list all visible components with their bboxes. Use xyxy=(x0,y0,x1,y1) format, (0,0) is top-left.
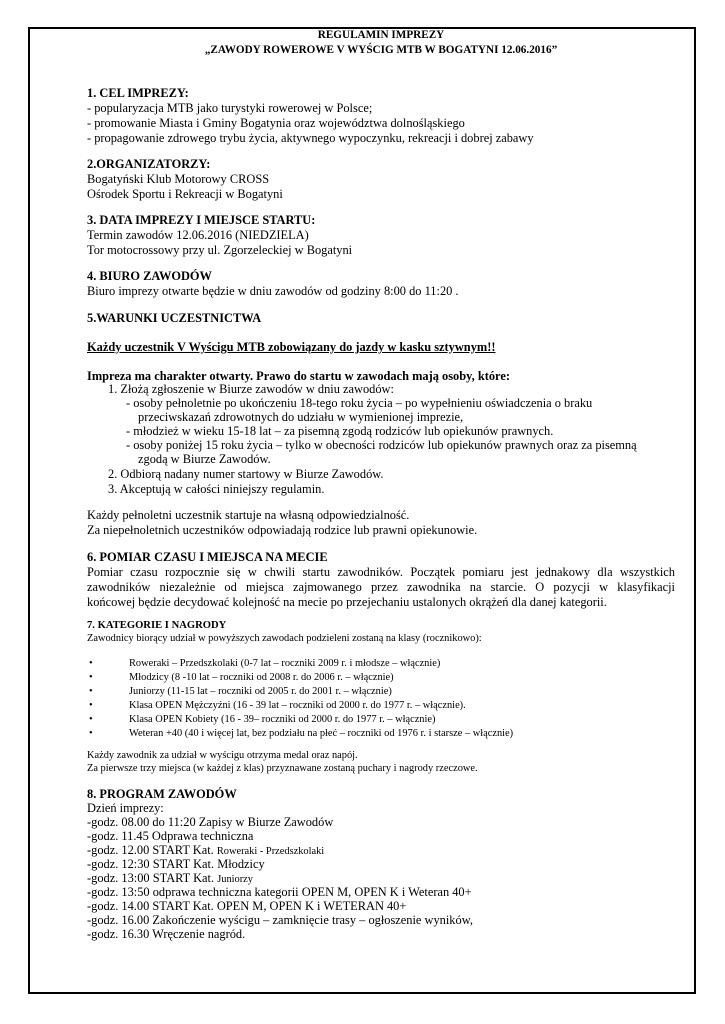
category-item: Roweraki – Przedszkolaki (0-7 lat – roczniki 2009 r. i młodsze – włącznie) xyxy=(129,658,441,669)
schedule-item: -godz. 14.00 START Kat. OPEN M, OPEN K i WETERAN 40+ xyxy=(87,899,407,913)
document-subtitle: „ZAWODY ROWEROWE V WYŚCIG MTB W BOGATYNI 12.06.2016” xyxy=(204,44,558,56)
helmet-notice: Każdy uczestnik V Wyścigu MTB zobowiązany do jazdy w kasku sztywnym!! xyxy=(87,340,496,354)
responsibility-line: Każdy pełnoletni uczestnik startuje na własną odpowiedzialność. xyxy=(87,508,410,522)
schedule-item: -godz. 13:50 odprawa techniczna kategorii OPEN M, OPEN K i Weteran 40+ xyxy=(87,885,472,899)
category-item: Juniorzy (11-15 lat – roczniki od 2005 r. do 2001 r. – włącznie) xyxy=(129,686,392,697)
section2-line: Ośrodek Sportu i Rekreacji w Bogatyni xyxy=(87,187,283,201)
condition-item-1: 1. Złożą zgłoszenie w Biurze zawodów w dniu zawodów: xyxy=(108,382,394,396)
section1-heading: 1. CEL IMPREZY: xyxy=(87,86,189,100)
section5-heading: 5.WARUNKI UCZESTNICTWA xyxy=(87,311,262,325)
schedule-item: -godz. 12.00 START Kat. Roweraki - Przedszkolaki xyxy=(87,843,325,857)
prizes-note: Za pierwsze trzy miejsca (w każdej z klas) przyznawane zostaną puchary i nagrody rzeczowe. xyxy=(87,763,478,774)
section6-line: końcowej będzie decydować kolejność na mecie po przejechaniu ustalonych okrążeń dla danej kategorii. xyxy=(87,595,607,609)
condition-item-2: 2. Odbiorą nadany numer startowy w Biurze Zawodów. xyxy=(108,467,384,481)
category-item: Klasa OPEN Kobiety (16 - 39– roczniki od 2000 r. do 1977 r. – włącznie) xyxy=(129,714,436,725)
schedule-item: -godz. 13:00 START Kat. Juniorzy xyxy=(87,871,253,885)
document-title: REGULAMIN IMPREZY xyxy=(317,29,445,41)
section3-heading: 3. DATA IMPREZY I MIEJSCE STARTU: xyxy=(87,213,316,227)
section7-heading: 7. KATEGORIE I NAGRODY xyxy=(87,620,227,631)
bullet-icon: • xyxy=(89,728,93,739)
condition-sub-b: - młodzież w wieku 15-18 lat – za pisemną zgodą rodziców lub opiekunów prawnych. xyxy=(126,424,554,438)
schedule-item: -godz. 16.00 Zakończenie wyścigu – zamknięcie trasy – ogłoszenie wyników, xyxy=(87,913,473,927)
schedule-item: -godz. 11.45 Odprawa techniczna xyxy=(87,829,254,843)
section2-heading: 2.ORGANIZATORZY: xyxy=(87,157,211,171)
section1-line: - promowanie Miasta i Gminy Bogatynia oraz województwa dolnośląskiego xyxy=(87,116,465,130)
condition-sub-a-cont: przeciwskazań zdrowotnych do udziału w wymienionej imprezie, xyxy=(138,410,464,424)
category-item: Klasa OPEN Mężczyźni (16 - 39 lat – roczniki od 2000 r. do 1977 r. – włącznie). xyxy=(129,700,466,711)
schedule-item: -godz. 16.30 Wręczenie nagród. xyxy=(87,927,246,941)
bullet-icon: • xyxy=(89,714,93,725)
category-item: Weteran +40 (40 i więcej lat, bez podziału na płeć – roczniki od 1976 r. i starsze – włącznie) xyxy=(129,728,514,739)
bullet-icon: • xyxy=(89,700,93,711)
section4-heading: 4. BIURO ZAWODÓW xyxy=(87,269,212,283)
category-item: Młodzicy (8 -10 lat – roczniki od 2008 r. do 2006 r. – włącznie) xyxy=(129,672,394,683)
bullet-icon: • xyxy=(89,686,93,697)
schedule-item: -godz. 12:30 START Kat. Młodzicy xyxy=(87,857,265,871)
section3-line: Termin zawodów 12.06.2016 (NIEDZIELA) xyxy=(87,228,309,242)
condition-sub-c: - osoby poniżej 15 roku życia – tylko w obecności rodziców lub opiekunów prawnych oraz za pisemną xyxy=(126,438,637,452)
section1-line: - popularyzacja MTB jako turystyki rowerowej w Polsce; xyxy=(87,101,373,115)
condition-sub-c-cont: zgodą w Biurze Zawodów. xyxy=(138,452,271,466)
condition-item-3: 3. Akceptują w całości niniejszy regulamin. xyxy=(108,482,325,496)
section6-line: Pomiar czasu rozpocznie się w chwili startu zawodników. Początek pomiaru jest jednakowy dla wszystkich xyxy=(87,565,675,579)
section1-line: - propagowanie zdrowego trybu życia, aktywnego wypoczynku, rekreacji i dobrej zabawy xyxy=(87,131,534,145)
section6-line: zawodników niezależnie od miejsca zajmowanego przez zawodnika na starcie. O pozycji w klasyfikacji xyxy=(87,580,675,594)
event-day-label: Dzień imprezy: xyxy=(87,801,164,815)
bullet-icon: • xyxy=(89,672,93,683)
section6-heading: 6. POMIAR CZASU I MIEJSCA NA MECIE xyxy=(87,550,328,564)
section3-line: Tor motocrossowy przy ul. Zgorzeleckiej w Bogatyni xyxy=(87,243,353,257)
open-notice: Impreza ma charakter otwarty. Prawo do startu w zawodach mają osoby, które: xyxy=(87,369,510,383)
section4-line: Biuro imprezy otwarte będzie w dniu zawodów od godziny 8:00 do 11:20 . xyxy=(87,284,459,298)
bullet-icon: • xyxy=(89,658,93,669)
condition-sub-a: - osoby pełnoletnie po ukończeniu 18-tego roku życia – po wypełnieniu oświadczenia o braku xyxy=(126,396,593,410)
responsibility-line: Za niepełnoletnich uczestników odpowiadają rodzice lub prawni opiekunowie. xyxy=(87,523,478,537)
section8-heading: 8. PROGRAM ZAWODÓW xyxy=(87,787,237,801)
schedule-item: -godz. 08.00 do 11:20 Zapisy w Biurze Zawodów xyxy=(87,815,334,829)
section2-line: Bogatyński Klub Motorowy CROSS xyxy=(87,172,270,186)
section7-intro: Zawodnicy biorący udział w powyższych zawodach podzieleni zostaną na klasy (rocznikowo): xyxy=(87,633,482,644)
medal-note: Każdy zawodnik za udział w wyścigu otrzyma medal oraz napój. xyxy=(87,750,358,761)
